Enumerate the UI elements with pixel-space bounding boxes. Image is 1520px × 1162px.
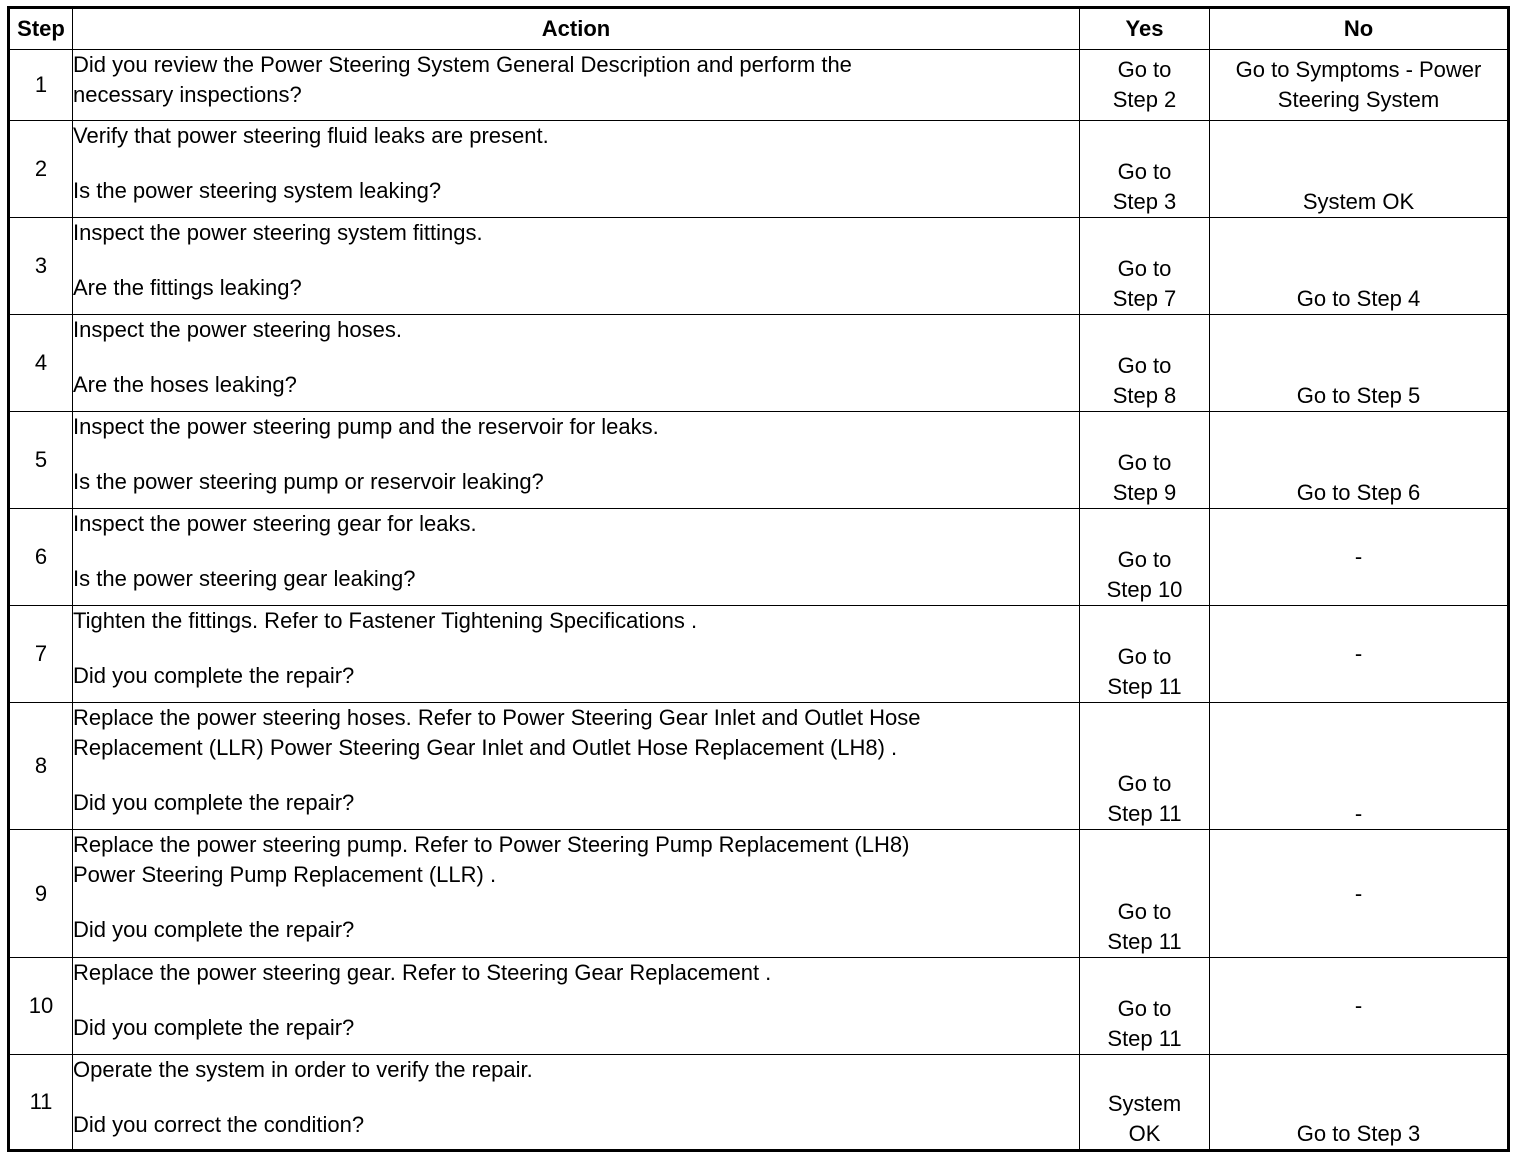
yes-text: Step 9: [1112, 480, 1177, 505]
action-text: Inspect the power steering system fittings.: [73, 220, 483, 245]
yes-text: System: [1107, 1091, 1182, 1116]
no-text: Go to Symptoms - Power: [1235, 57, 1482, 82]
action-question: Is the power steering pump or reservoir leaking?: [73, 469, 544, 494]
no-text: Go to Step 4: [1296, 286, 1421, 311]
action-text: Did you review the Power Steering System General Description and perform the: [73, 52, 852, 77]
action-cell: [73, 412, 1080, 509]
yes-text: Step 7: [1112, 286, 1177, 311]
action-text: Replace the power steering gear. Refer to Steering Gear Replacement .: [73, 960, 772, 985]
yes-cell: [1080, 1055, 1210, 1151]
action-cell: [73, 50, 1080, 121]
action-cell: [73, 958, 1080, 1055]
no-text: -: [1354, 801, 1363, 826]
no-cell: [1210, 1055, 1509, 1151]
yes-cell: [1080, 606, 1210, 703]
action-text: Power Steering Pump Replacement (LLR) .: [73, 862, 497, 887]
step-number: 1: [9, 50, 73, 121]
table-row: [9, 958, 1509, 1055]
yes-text: Go to: [1117, 899, 1172, 924]
no-cell: [1210, 121, 1509, 218]
yes-cell: [1080, 509, 1210, 606]
no-cell: [1210, 218, 1509, 315]
table-row: [9, 703, 1509, 830]
yes-text: Step 3: [1112, 189, 1177, 214]
no-text: -: [1354, 544, 1363, 569]
step-number: 8: [9, 703, 73, 830]
action-text: Inspect the power steering gear for leaks.: [73, 511, 477, 536]
no-text: Steering System: [1277, 87, 1440, 112]
step-number: 11: [9, 1055, 73, 1151]
table-row: [9, 606, 1509, 703]
yes-text: Step 2: [1112, 87, 1177, 112]
yes-cell: [1080, 121, 1210, 218]
yes-text: Step 10: [1106, 577, 1183, 602]
no-cell: [1210, 606, 1509, 703]
step-number: 4: [9, 315, 73, 412]
step-number: 6: [9, 509, 73, 606]
step-number: 7: [9, 606, 73, 703]
action-text: Inspect the power steering pump and the reservoir for leaks.: [73, 414, 659, 439]
header-yes: Yes: [1080, 8, 1210, 50]
yes-text: Go to: [1117, 353, 1172, 378]
action-cell: [73, 703, 1080, 830]
action-cell: [73, 509, 1080, 606]
no-cell: [1210, 509, 1509, 606]
action-question: Are the hoses leaking?: [73, 372, 297, 397]
table-row: [9, 315, 1509, 412]
header-step: Step: [9, 8, 73, 50]
no-text: Go to Step 6: [1296, 480, 1421, 505]
step-number: 2: [9, 121, 73, 218]
yes-text: Go to: [1117, 450, 1172, 475]
yes-cell: [1080, 218, 1210, 315]
action-question: Are the fittings leaking?: [73, 275, 302, 300]
action-text: Tighten the fittings. Refer to Fastener Tightening Specifications .: [73, 608, 698, 633]
no-text: -: [1354, 880, 1363, 906]
table-row: [9, 218, 1509, 315]
action-question: Did you correct the condition?: [73, 1112, 365, 1137]
yes-text: Go to: [1117, 57, 1172, 82]
table-row: [9, 121, 1509, 218]
no-cell: [1210, 412, 1509, 509]
action-question: Did you complete the repair?: [73, 1015, 355, 1040]
action-cell: [73, 830, 1080, 958]
action-cell: [73, 218, 1080, 315]
action-question: Is the power steering system leaking?: [73, 178, 442, 203]
header-no: No: [1210, 8, 1509, 50]
yes-text: Go to: [1117, 644, 1172, 669]
action-text: Replace the power steering pump. Refer to Power Steering Pump Replacement (LH8): [73, 832, 910, 857]
yes-text: Go to: [1117, 547, 1172, 572]
no-text: Go to Step 3: [1296, 1121, 1421, 1146]
action-text: Operate the system in order to verify the repair.: [73, 1057, 533, 1082]
no-text: Go to Step 5: [1296, 383, 1421, 408]
table-header-row: [9, 8, 1509, 50]
yes-cell: [1080, 958, 1210, 1055]
yes-text: Go to: [1117, 159, 1172, 184]
table-row: [9, 830, 1509, 958]
yes-text: Step 8: [1112, 383, 1177, 408]
action-cell: [73, 1055, 1080, 1151]
step-number: 3: [9, 218, 73, 315]
action-text: Replacement (LLR) Power Steering Gear Inlet and Outlet Hose Replacement (LH8) .: [73, 735, 898, 760]
step-number: 9: [9, 830, 73, 958]
table-row: [9, 509, 1509, 606]
no-cell: [1210, 958, 1509, 1055]
action-cell: [73, 606, 1080, 703]
action-text: Replace the power steering hoses. Refer to Power Steering Gear Inlet and Outlet Hose: [73, 705, 921, 730]
table-row: [9, 412, 1509, 509]
action-question: Did you complete the repair?: [73, 790, 355, 815]
yes-cell: [1080, 412, 1210, 509]
no-cell: [1210, 50, 1509, 121]
yes-text: Step 11: [1107, 1026, 1182, 1051]
diagnostic-table: [7, 6, 1510, 1152]
table-row: [9, 50, 1509, 121]
yes-text: Step 11: [1107, 674, 1182, 699]
yes-cell: [1080, 703, 1210, 830]
action-cell: [73, 121, 1080, 218]
action-question: Is the power steering gear leaking?: [73, 566, 416, 591]
yes-text: Step 11: [1107, 801, 1182, 826]
no-cell: [1210, 830, 1509, 958]
step-number: 10: [9, 958, 73, 1055]
yes-text: Go to: [1117, 996, 1172, 1021]
no-text: System OK: [1302, 189, 1415, 214]
no-cell: [1210, 315, 1509, 412]
yes-text: Step 11: [1107, 929, 1182, 954]
action-text: Verify that power steering fluid leaks are present.: [73, 123, 549, 148]
yes-text: Go to: [1117, 256, 1172, 281]
yes-cell: [1080, 315, 1210, 412]
header-action: Action: [73, 8, 1080, 50]
no-cell: [1210, 703, 1509, 830]
step-number: 5: [9, 412, 73, 509]
action-cell: [73, 315, 1080, 412]
yes-cell: [1080, 830, 1210, 958]
action-text: necessary inspections?: [73, 82, 302, 107]
no-text: -: [1354, 641, 1363, 666]
table-row: [9, 1055, 1509, 1151]
action-question: Did you complete the repair?: [73, 917, 355, 942]
no-text: -: [1354, 993, 1363, 1018]
action-question: Did you complete the repair?: [73, 663, 355, 688]
yes-text: OK: [1128, 1121, 1161, 1146]
action-text: Inspect the power steering hoses.: [73, 317, 402, 342]
yes-cell: [1080, 50, 1210, 121]
yes-text: Go to: [1117, 771, 1172, 796]
